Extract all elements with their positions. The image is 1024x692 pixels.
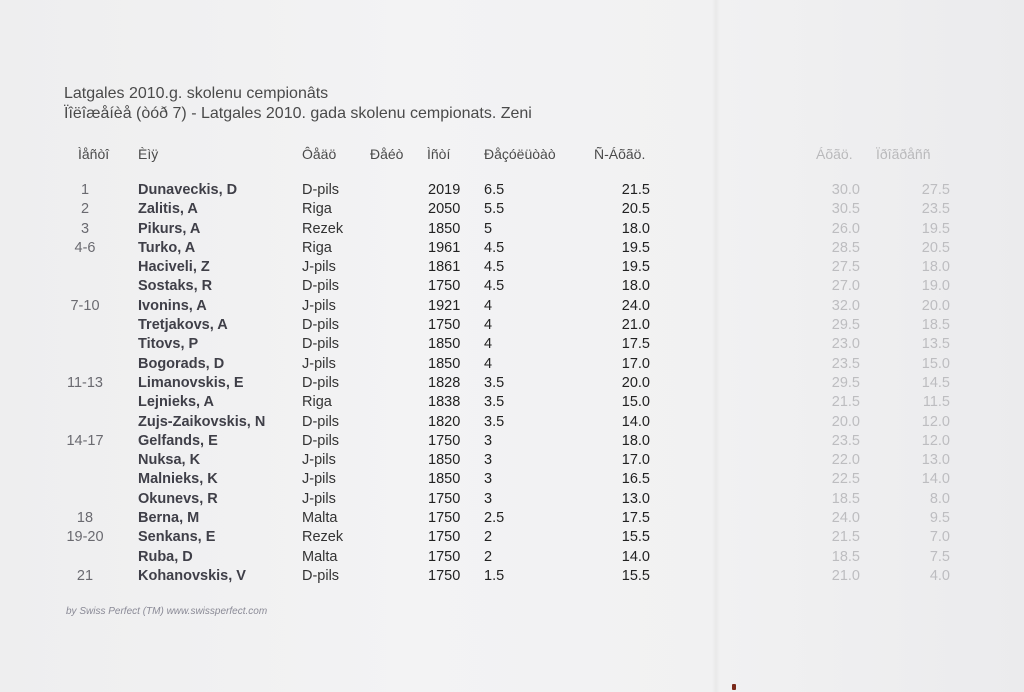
row-name: Berna, M [138,510,200,527]
row-buchholz: 32.0 [831,297,860,314]
row-name: Sostaks, R [138,278,213,295]
row-rating: 1750 [428,510,461,527]
row-club: D-pils [302,278,340,295]
row-progress: 27.5 [921,182,950,198]
row-points: 4 [484,297,493,314]
row-buchholz: 22.5 [831,471,860,488]
table-row [0,181,1024,200]
row-name: Turko, A [138,239,196,256]
row-club: D-pils [302,317,340,334]
row-sb: 17.0 [621,452,650,469]
row-rating: 1750 [428,317,461,334]
row-progress: 12.0 [921,432,950,449]
row-club: D-pils [302,413,340,430]
document-subtitle: Ïîëîæåíèå (òóð 7) - Latgales 2010. gada skolenu cempionats. Zeni [64,105,532,122]
row-club: D-pils [302,374,340,391]
row-progress: 19.0 [921,278,950,295]
row-club: J-pils [302,259,336,276]
row-rating: 2019 [428,182,461,198]
row-progress: 14.5 [921,374,950,391]
row-buchholz: 27.5 [831,259,860,276]
table-row [0,528,1024,547]
row-sb: 15.5 [621,529,650,546]
row-name: Dunaveckis, D [138,182,238,198]
table-row [0,393,1024,412]
row-buchholz: 18.5 [831,548,860,565]
row-sb: 13.0 [621,490,650,507]
row-buchholz: 30.5 [831,201,860,218]
row-sb: 20.0 [621,374,650,391]
table-row [0,220,1024,239]
row-sb: 17.5 [621,510,650,527]
row-rating: 1850 [428,471,461,488]
row-points: 5 [484,220,493,237]
row-sb: 17.5 [621,336,650,353]
row-club: Riga [302,239,332,256]
row-progress: 20.5 [921,239,950,256]
row-buchholz: 20.0 [831,413,860,430]
table-row [0,432,1024,451]
row-name: Titovs, P [138,336,199,353]
row-club: J-pils [302,452,336,469]
row-sb: 18.0 [621,432,650,449]
table-row [0,297,1024,316]
row-points: 3 [484,471,493,488]
row-name: Limanovskis, E [138,374,244,391]
table-row [0,470,1024,489]
row-sb: 19.5 [621,239,650,256]
row-sb: 21.5 [621,182,650,198]
row-sb: 17.0 [621,355,650,372]
table-row [0,316,1024,335]
row-rating: 1828 [428,374,461,391]
row-buchholz: 21.5 [831,529,860,546]
document-title: Latgales 2010.g. skolenu cempionâts [64,85,329,102]
row-buchholz: 29.5 [831,374,860,391]
header-progress: Ïðîãðåññ [876,146,931,162]
row-buchholz: 18.5 [831,490,860,507]
row-progress: 7.0 [929,529,950,546]
row-name: Lejnieks, A [138,394,215,411]
row-rating: 1750 [428,567,461,584]
row-club: Malta [302,510,338,527]
row-progress: 8.0 [929,490,950,507]
row-place: 4-6 [74,239,96,256]
row-buchholz: 27.0 [831,278,860,295]
row-name: Ruba, D [138,548,193,565]
row-name: Kohanovskis, V [138,567,246,584]
row-place: 1 [80,182,90,198]
row-club: J-pils [302,355,336,372]
row-rating: 1750 [428,278,461,295]
row-buchholz: 24.0 [831,510,860,527]
row-name: Malnieks, K [138,471,218,488]
row-sb: 15.0 [621,394,650,411]
row-rating: 1750 [428,432,461,449]
row-sb: 18.0 [621,278,650,295]
paper-mark [732,684,736,690]
row-club: D-pils [302,432,340,449]
row-name: Nuksa, K [138,452,201,469]
table-row [0,490,1024,509]
row-name: Bogorads, D [138,355,225,372]
row-progress: 11.5 [922,394,950,411]
table-row [0,374,1024,393]
table-row [0,548,1024,567]
row-points: 1.5 [484,567,505,584]
row-rating: 1750 [428,490,461,507]
row-rating: 1921 [428,297,461,314]
row-rating: 1850 [428,336,461,353]
row-name: Zujs-Zaikovskis, N [138,413,266,430]
row-rating: 1850 [428,452,461,469]
standings-table [0,181,1024,586]
table-row [0,509,1024,528]
table-row [0,277,1024,296]
row-name: Gelfands, E [138,432,218,449]
row-points: 4.5 [484,239,505,256]
row-club: J-pils [302,471,336,488]
table-row [0,413,1024,432]
row-name: Zalitis, A [138,201,198,218]
row-place: 18 [76,510,94,527]
row-progress: 18.0 [921,259,950,276]
row-points: 4.5 [484,259,505,276]
row-club: Riga [302,201,332,218]
row-buchholz: 22.0 [831,452,860,469]
row-club: J-pils [302,297,336,314]
row-name: Haciveli, Z [138,259,210,276]
row-sb: 15.5 [621,567,650,584]
row-buchholz: 30.0 [831,182,860,198]
row-name: Ivonins, A [138,297,207,314]
row-buchholz: 29.5 [831,317,860,334]
row-points: 4 [484,336,493,353]
row-progress: 12.0 [921,413,950,430]
row-buchholz: 21.0 [831,567,860,584]
row-progress: 23.5 [921,201,950,218]
row-buchholz: 21.5 [831,394,860,411]
row-club: D-pils [302,567,340,584]
row-club: D-pils [302,182,340,198]
row-points: 2 [484,548,493,565]
row-name: Tretjakovs, A [138,317,228,334]
header-place: Ìåñòî [78,146,110,162]
row-sb: 24.0 [621,297,650,314]
row-points: 4 [484,317,493,334]
row-progress: 4.0 [929,567,950,584]
row-sb: 20.5 [621,201,650,218]
row-place: 19-20 [66,529,104,546]
row-rating: 1838 [428,394,461,411]
row-rating: 1850 [428,220,461,237]
row-progress: 20.0 [921,297,950,314]
row-points: 3 [484,490,493,507]
header-fed: Ðåéò [370,146,404,162]
row-club: Rezek [302,220,344,237]
row-points: 6.5 [484,182,505,198]
row-points: 3 [484,452,493,469]
row-sb: 16.5 [621,471,650,488]
row-rating: 2050 [428,201,461,218]
row-progress: 9.5 [929,510,950,527]
table-row [0,200,1024,219]
row-progress: 18.5 [921,317,950,334]
row-sb: 14.0 [621,413,650,430]
table-row [0,335,1024,354]
row-club: J-pils [302,490,336,507]
row-points: 4 [484,355,493,372]
row-rating: 1750 [428,529,461,546]
table-row [0,451,1024,470]
header-rating: Ðåçóëüòàò [484,146,556,162]
row-buchholz: 23.0 [831,336,860,353]
row-place: 11-13 [66,374,103,391]
row-place: 2 [80,201,90,218]
row-rating: 1961 [428,239,461,256]
header-club: Ôåäö [302,146,337,162]
row-points: 2.5 [484,510,505,527]
row-place: 21 [76,567,94,584]
row-progress: 13.5 [921,336,950,353]
row-name: Senkans, E [138,529,216,546]
row-points: 5.5 [484,201,505,218]
row-name: Pikurs, A [138,220,201,237]
row-points: 3 [484,432,493,449]
header-points: Ìñòí [427,146,451,162]
row-name: Okunevs, R [138,490,218,507]
row-sb: 18.0 [621,220,650,237]
row-points: 2 [484,529,493,546]
table-row [0,239,1024,258]
row-buchholz: 26.0 [831,220,860,237]
table-row [0,258,1024,277]
row-club: Malta [302,548,338,565]
row-sb: 21.0 [621,317,650,334]
row-rating: 1861 [428,259,461,276]
row-rating: 1750 [428,548,461,565]
row-progress: 19.5 [921,220,950,237]
row-sb: 19.5 [621,259,650,276]
row-club: Riga [302,394,332,411]
footer-credit: by Swiss Perfect (TM) www.swissperfect.com [66,606,268,617]
row-progress: 15.0 [921,355,950,372]
row-sb: 14.0 [621,548,650,565]
row-club: D-pils [302,336,340,353]
row-progress: 13.0 [921,452,950,469]
row-points: 4.5 [484,278,505,295]
row-club: Rezek [302,529,344,546]
header-name: Èìÿ [138,146,159,162]
row-buchholz: 28.5 [831,239,860,256]
row-buchholz: 23.5 [831,355,860,372]
row-points: 3.5 [484,374,505,391]
row-progress: 7.5 [929,548,950,565]
row-place: 14-17 [66,432,104,449]
table-row [0,355,1024,374]
row-progress: 14.0 [921,471,950,488]
row-place: 3 [80,220,90,237]
row-rating: 1850 [428,355,461,372]
table-row [0,567,1024,586]
row-buchholz: 23.5 [831,432,860,449]
header-buchholz: Áõãö. [816,146,853,162]
row-rating: 1820 [428,413,461,430]
row-place: 7-10 [70,297,100,314]
row-points: 3.5 [484,413,505,430]
row-points: 3.5 [484,394,505,411]
header-sb: Ñ-Áõãö. [594,146,646,162]
